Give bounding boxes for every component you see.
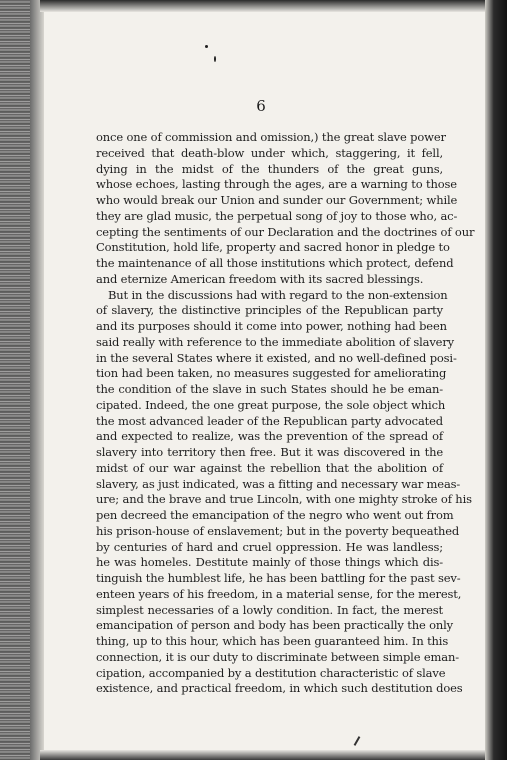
text-line: emancipation of person and body has been practically the only bbox=[96, 618, 454, 633]
text-line: tinguish the humblest life, he has been battling for the past sev- bbox=[96, 571, 461, 585]
binding-edge-right bbox=[485, 0, 507, 760]
text-line: Constitution, hold life, property and sacred honor in pledge to bbox=[96, 240, 450, 255]
text-line: the most advanced leader of the Republican party advocated bbox=[96, 413, 443, 428]
text-line: his prison-house of enslavement; but in the poverty bequeathed bbox=[96, 523, 460, 538]
text-line: and eternize American freedom with its sacred blessings. bbox=[96, 271, 424, 286]
text-line: pen decreed the emancipation of the negro who went out from bbox=[96, 508, 454, 522]
text-line: slavery into territory then free. But it was discovered in the bbox=[96, 445, 443, 459]
ink-speck bbox=[214, 56, 216, 62]
text-line: thing, up to this hour, which has been guaranteed him. In this bbox=[96, 634, 449, 648]
body-text bbox=[96, 130, 475, 697]
text-line: cepting the sentiments of our Declaration and the doctrines of our bbox=[96, 224, 475, 239]
text-line: ure; and the brave and true Lincoln, with one mighty stroke of his bbox=[96, 492, 472, 507]
text-line: slavery, as just indicated, was a fitting and necessary war meas- bbox=[96, 476, 461, 491]
text-line: in the several States where it existed, and no well-defined posi- bbox=[96, 350, 457, 365]
text-line: cipation, accompanied by a destitution characteristic of slave bbox=[96, 665, 446, 680]
page-edge-bottom bbox=[40, 750, 485, 760]
text-line: enteen years of his freedom, in a material sense, for the merest, bbox=[96, 586, 462, 601]
text-line: tion had been taken, no measures suggested for ameliorating bbox=[96, 366, 447, 381]
ink-mark bbox=[354, 736, 361, 746]
text-line: midst of our war against the rebellion that the abolition of bbox=[96, 460, 443, 475]
page-edge-top bbox=[40, 0, 485, 12]
text-line: existence, and practical freedom, in which such destitution does bbox=[96, 681, 463, 696]
text-line: of slavery, the distinctive principles of the Republican party bbox=[96, 303, 443, 318]
text-line: connection, it is our duty to discriminate between simple eman- bbox=[96, 649, 459, 664]
text-line: and its purposes should it come into power, nothing had been bbox=[96, 319, 447, 333]
text-line: once one of commission and omission,) the great slave power bbox=[96, 130, 446, 144]
text-line: the condition of the slave in such States should he be eman- bbox=[96, 382, 443, 396]
text-line: But in the discussions had with regard to the non-extension bbox=[108, 287, 448, 302]
text-line: simplest necessaries of a lowly condition. In fact, the merest bbox=[96, 602, 443, 617]
ink-speck bbox=[205, 45, 208, 48]
text-line: he was homeles. Destitute mainly of those things which dis- bbox=[96, 555, 443, 570]
text-line: they are glad music, the perpetual song of joy to those who, ac- bbox=[96, 208, 458, 223]
text-line: and expected to realize, was the prevention of the spread of bbox=[96, 429, 443, 444]
text-line: by centuries of hard and cruel oppression. He was landless; bbox=[96, 539, 443, 554]
page-number: 6 bbox=[256, 97, 266, 115]
text-line: who would break our Union and sunder our Government; while bbox=[96, 193, 458, 207]
text-line: cipated. Indeed, the one great purpose, the sole object which bbox=[96, 397, 446, 412]
binding-edge-left bbox=[0, 0, 30, 760]
text-line: received that death-blow under which, staggering, it fell, bbox=[96, 145, 443, 160]
text-line: said really with reference to the immediate abolition of slavery bbox=[96, 334, 455, 349]
text-line: whose echoes, lasting through the ages, are a warning to those bbox=[96, 177, 457, 192]
text-line: the maintenance of all those institutions which protect, defend bbox=[96, 256, 454, 270]
text-line: dying in the midst of the thunders of the great guns, bbox=[96, 161, 443, 176]
page-gutter-shadow bbox=[30, 0, 44, 760]
